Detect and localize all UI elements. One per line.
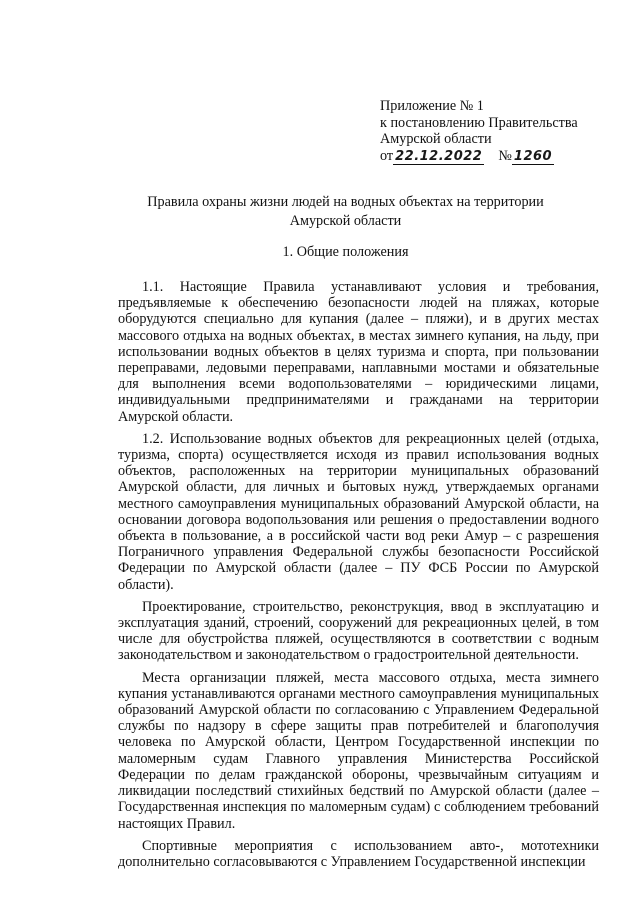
number-prefix: № (498, 147, 512, 164)
appendix-line-1: Приложение № 1 (380, 98, 484, 114)
paragraph-sport-events: Спортивные мероприятия с использованием авто-, мототехники дополнительно согласовываются с Управлением Государственной инспекции (118, 837, 599, 870)
paragraph-design: Проектирование, строительство, реконструкция, ввод в эксплуатацию и эксплуатация зданий, строений, сооружений для рекреационных целей, в том числе для обустройства пляжей, осуществляются в соответствии с водным законодательством и законодательством о градостроительной деятельности. (118, 598, 599, 664)
appendix-line-2: к постановлению Правительства (380, 114, 578, 131)
appendix-header (380, 98, 610, 165)
appendix-date-line (380, 148, 610, 166)
handwritten-number: 1260 (513, 148, 553, 164)
paragraph-beach-locations: Места организации пляжей, места массового отдыха, места зимнего купания устанавливаются органами местного самоуправления муниципальных образований Амурской области по согласованию с Управлением Федеральной службы по надзору в сфере защиты прав потребителей и благополучия человека по Амурской области, Центром Государственной инспекции по маломерным судам Главного управления Министерства Российской Федерации по делам гражданской обороны, чрезвычайным ситуациям и ликвидации последствий стихийных бедствий по Амурской области (далее – Государственная инспекция по маломерным судам) с соблюдением требований настоящих Правил. (118, 669, 599, 832)
section-heading: 1. Общие положения (282, 244, 409, 260)
appendix-line-3: Амурской области (380, 131, 492, 147)
date-prefix: от (380, 147, 394, 164)
handwritten-date: 22.12.2022 (395, 148, 483, 164)
document-title: Правила охраны жизни людей на водных объектах на территории Амурской области (147, 194, 544, 229)
paragraph-1-1: 1.1. Настоящие Правила устанавливают условия и требования, предъявляемые к обеспечению безопасности людей на пляжах, которые оборудуются специально для купания (далее – пляжи), и в других местах массового отдыха на водных объектах, в местах зимнего купания, на льду, при использовании водных объектов в целях туризма и спорта, при пользовании переправами, ледовыми переправами, наплавными мостами и обязательные для выполнения всеми водопользователями – юридическими лицами, индивидуальными предпринимателями и гражданами на территории Амурской области. (118, 279, 599, 425)
document-body (118, 279, 599, 870)
paragraph-1-2: 1.2. Использование водных объектов для рекреационных целей (отдыха, туризма, спорта) осуществляется исходя из правил использования водных объектов, расположенных на территории муниципальных образований Амурской области, для личных и бытовых нужд, утверждаемых органами местного самоуправления муниципальных образований Амурской области, на основании договора водопользования или решения о предоставлении водного объекта в пользование, а в российской части вод реки Амур – с разрешения Пограничного управления Федеральной службы безопасности Российской Федерации по Амурской области (далее – ПУ ФСБ России по Амурской области). (118, 430, 599, 593)
